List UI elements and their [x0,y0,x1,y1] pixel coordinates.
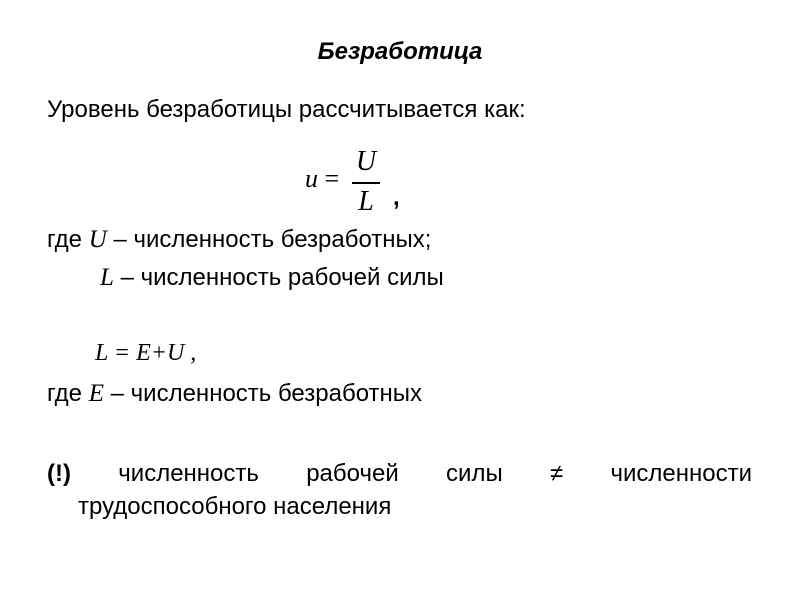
definition-u [47,226,431,254]
definition-e-var: E [88,380,104,407]
formula-equals: = [324,164,340,193]
note [47,460,752,521]
note-line-2: трудоспособного населения [78,493,392,520]
fraction-numerator: U [355,146,377,177]
definition-l [100,264,444,292]
definition-l-text: – численность рабочей силы [120,264,444,291]
formula-lhs-var: u [305,164,318,193]
note-word: численности [610,460,752,487]
formula-labor-force: L = E+U , [95,340,197,366]
not-equal-symbol: ≠ [550,460,564,487]
fraction-denominator: L [358,186,374,217]
definition-u-prefix: где [47,226,83,253]
definition-e-text: – численность безработных [110,380,423,407]
note-mark: (!) [47,460,71,487]
note-line-1 [47,460,752,488]
formula-comma: , [393,184,400,211]
definition-e-prefix: где [47,380,83,407]
note-word: рабочей [306,460,399,487]
intro-text: Уровень безработицы рассчитывается как: [47,96,526,123]
definition-e [47,380,422,408]
note-word: силы [446,460,503,487]
definition-l-var: L [100,264,114,291]
definition-u-text: – численность безработных; [113,226,432,253]
definition-u-var: U [88,226,107,253]
formula-lhs [305,164,339,194]
note-word: численность [118,460,259,487]
slide-title: Безработица [317,38,483,65]
fraction-bar [352,182,380,184]
